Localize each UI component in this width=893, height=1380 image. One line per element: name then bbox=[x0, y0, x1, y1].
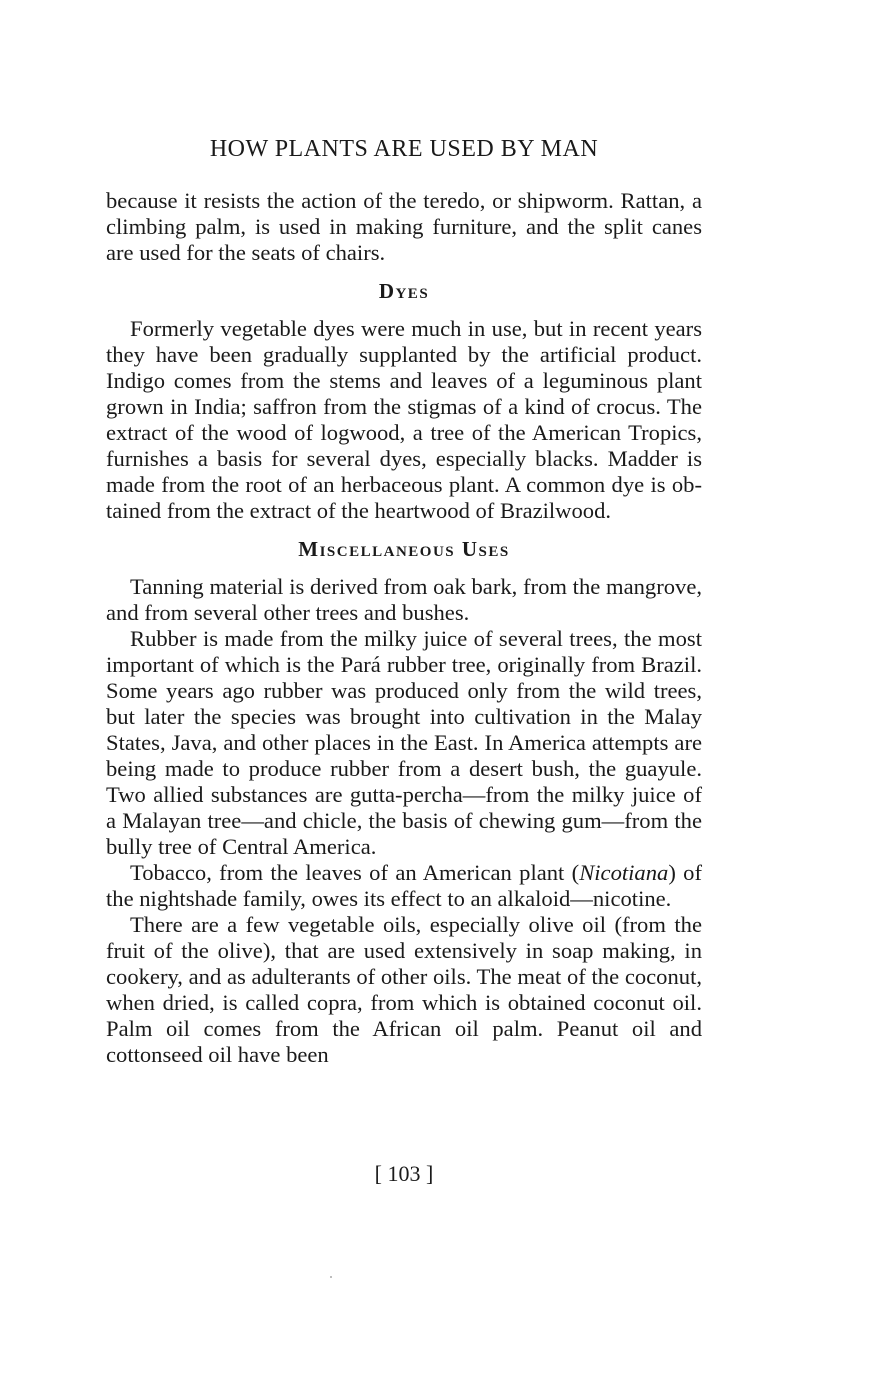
paragraph-tobacco bbox=[106, 860, 702, 912]
page-number: [ 103 ] bbox=[374, 1161, 434, 1186]
body-text bbox=[106, 188, 702, 1068]
paragraph-continuation: because it resists the action of the teredo, or shipworm. Rattan, a climbing palm, is used in making furniture, and the split canes are used for the seats of chairs. bbox=[106, 188, 702, 265]
tobacco-text-end: ) of the nightshade family, owes its effect to an alkaloid—nicotine. bbox=[106, 860, 702, 911]
paragraph-rubber: Rubber is made from the milky juice of several trees, the most important of which is the Pará rubber tree, originally from Brazil. Some years ago rubber was produced only from the wild trees, but later the species was brought into cultivation in the Malay States, Java, and other places in the East. In America attempts are being made to produce rubber from a desert bush, the guayule. Two allied substances are gutta-percha—from the milky juice of a Malayan tree—and chicle, the basis of chewing gum—from the bully tree of Central America. bbox=[106, 626, 702, 859]
paper-speck bbox=[330, 1276, 332, 1278]
running-head: HOW PLANTS ARE USED BY MAN bbox=[209, 136, 599, 162]
book-page bbox=[106, 0, 702, 1380]
section-heading-dyes: Dyes bbox=[378, 279, 430, 303]
paragraph-oils: There are a few vegetable oils, especially olive oil (from the fruit of the olive), that are used extensively in soap making, in cookery, and as adulterants of other oils. The meat of the coconut, when dried, is called copra, from which is obtained coconut oil. Palm oil comes from the African oil palm. Peanut oil and cottonseed oil have been bbox=[106, 912, 702, 1067]
tobacco-text-start: Tobacco, from the leaves of an American plant ( bbox=[130, 860, 580, 885]
paragraph-dyes: Formerly vegetable dyes were much in use, but in recent years they have been gradually supplanted by the artificial product. Indigo comes from the stems and leaves of a leguminous plant grown in India; saffron from the stigmas of a kind of crocus. The extract of the wood of logwood, a tree of the American Tropics, furnishes a basis for several dyes, especially blacks. Madder is made from the root of an herbaceous plant. A common dye is obtained from the extract of the heartwood of Brazilwood. bbox=[106, 316, 702, 523]
paragraph-tanning: Tanning material is derived from oak bark, from the mangrove, and from several other trees and bushes. bbox=[106, 574, 702, 625]
section-heading-miscellaneous-uses: Miscellaneous Uses bbox=[298, 537, 510, 561]
tobacco-italic-term: Nicotiana bbox=[579, 860, 669, 885]
